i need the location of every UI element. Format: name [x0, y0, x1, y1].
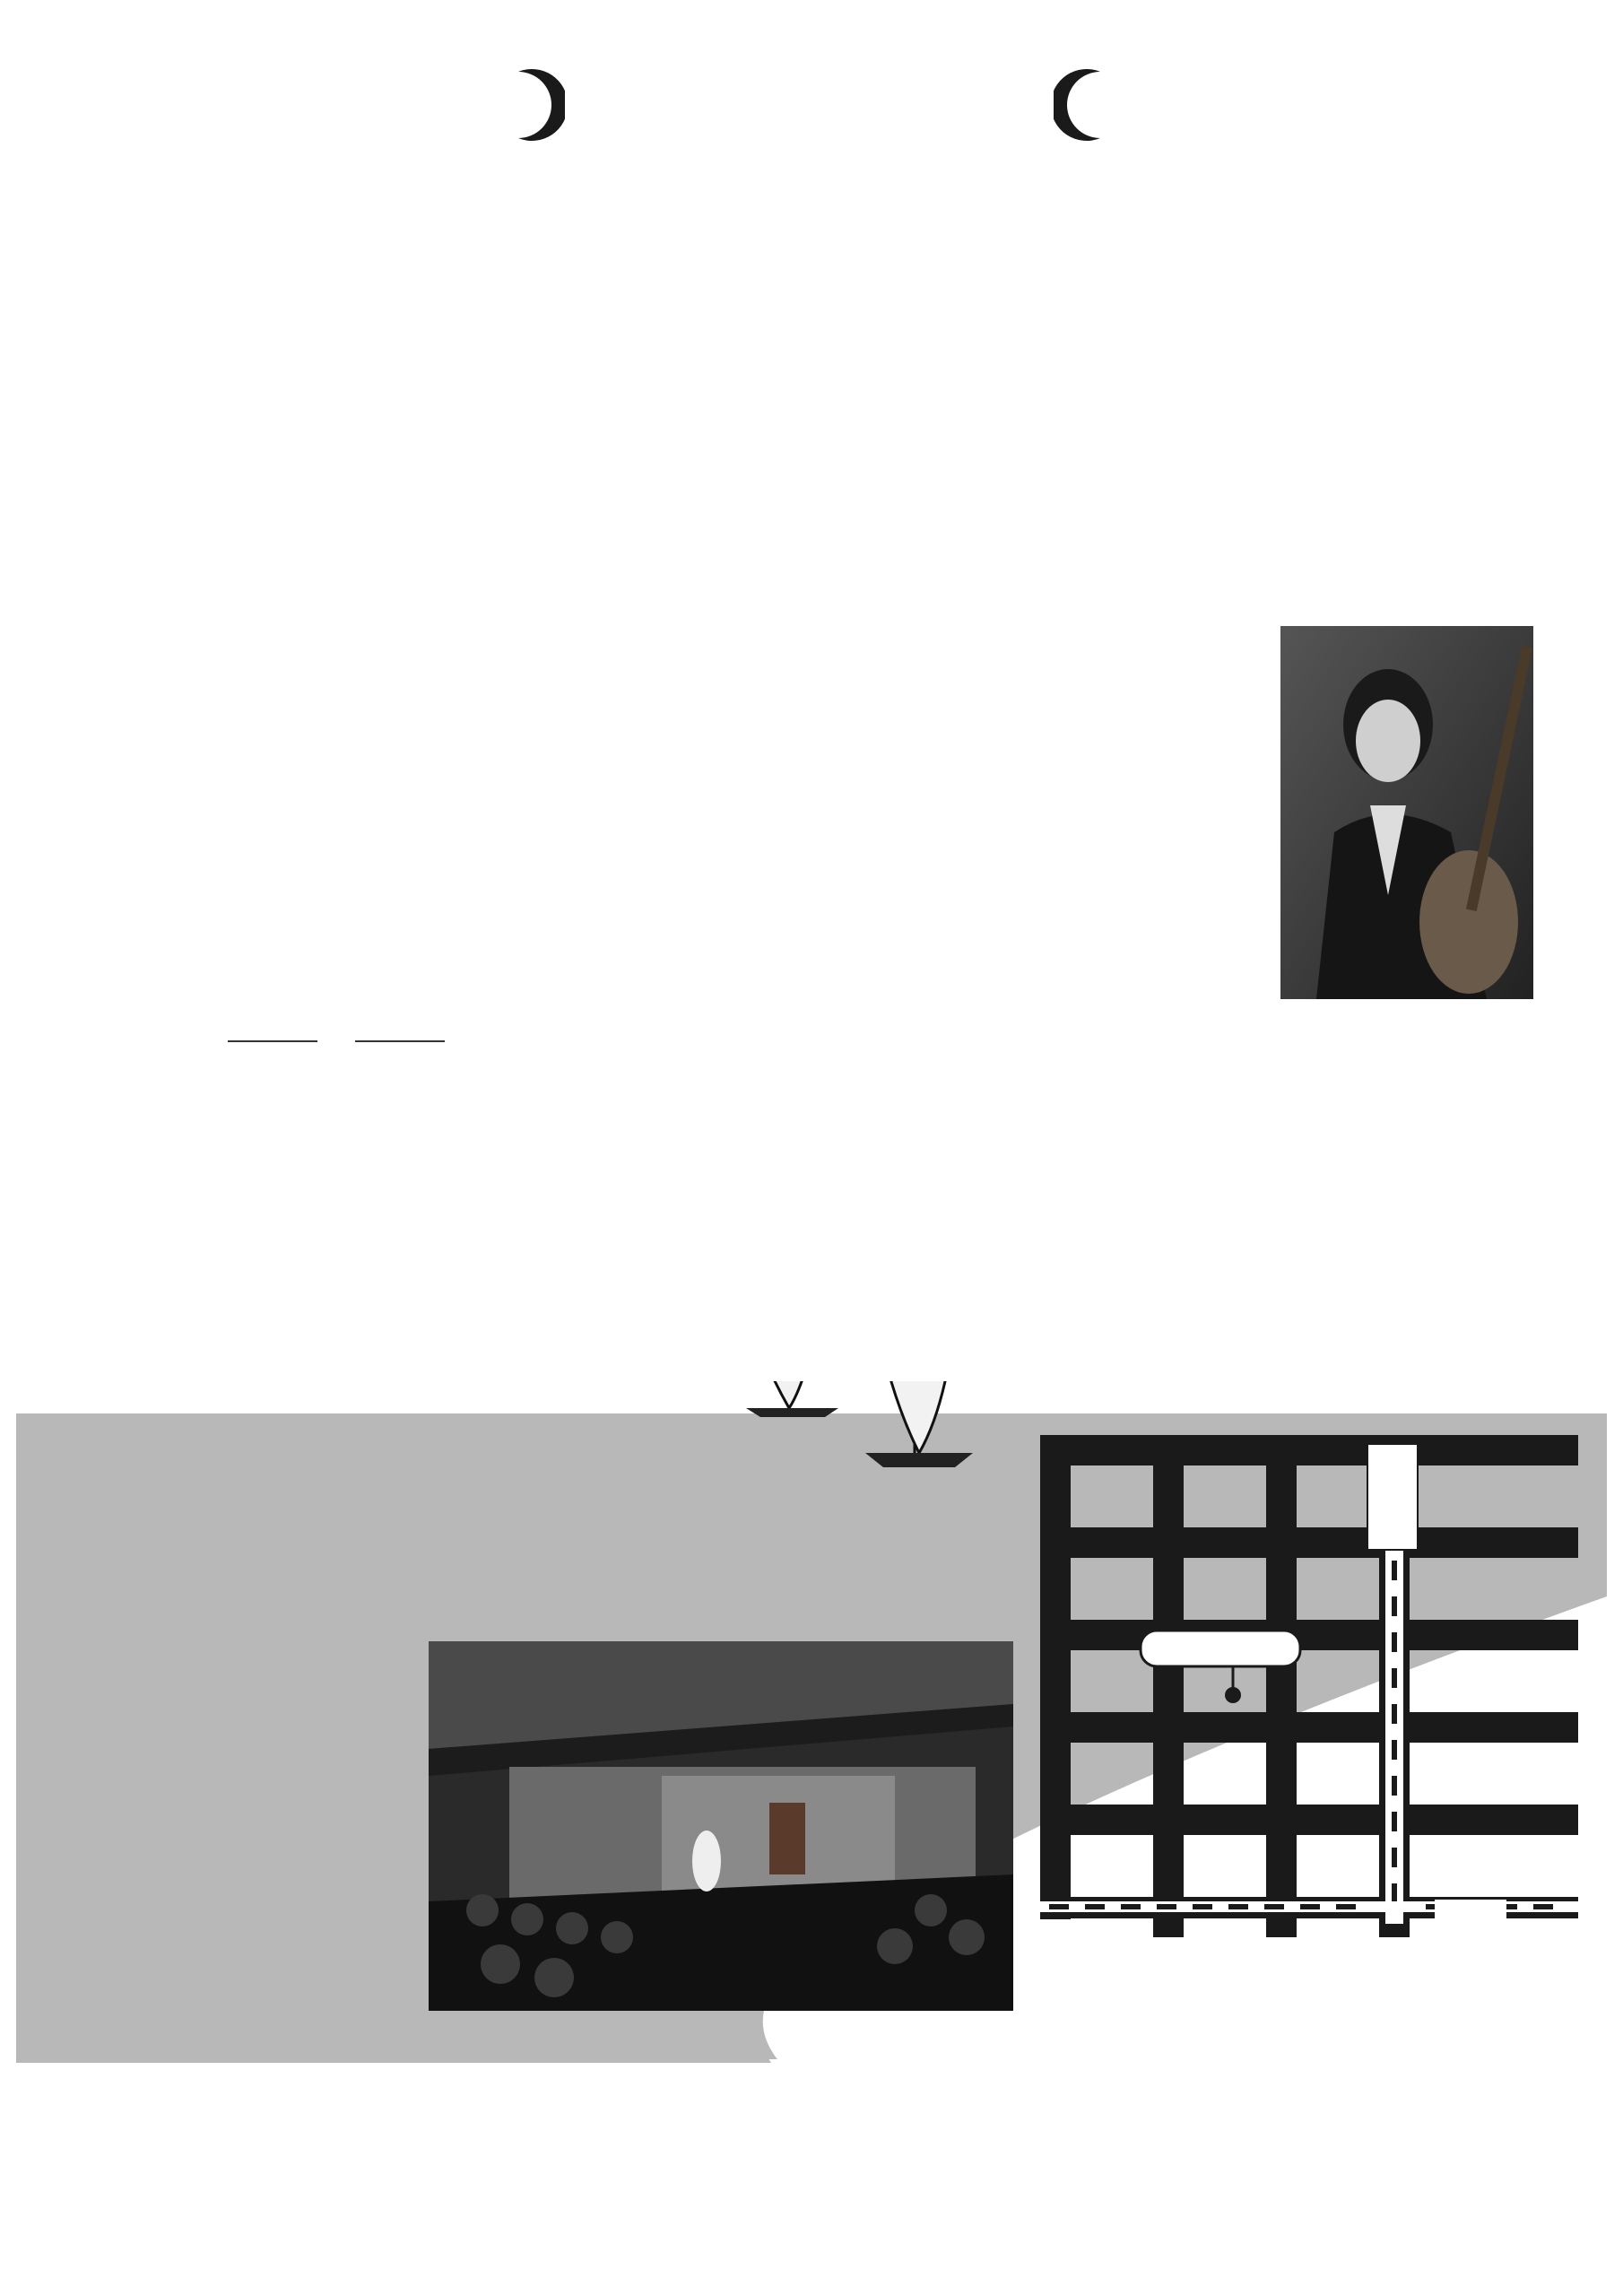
- performer-photo: [1280, 626, 1533, 999]
- break-divider: [175, 1024, 498, 1055]
- venue-title: [117, 1444, 127, 1482]
- location-pin-icon: [1225, 1687, 1241, 1703]
- profile: [919, 448, 1565, 456]
- stage-photo: [429, 1641, 1013, 2011]
- sailboat-icon: [746, 1381, 838, 1417]
- crescent-moon-left-icon: [502, 65, 565, 145]
- crescent-moon-right-icon: [1054, 65, 1116, 145]
- access-map: [1031, 1426, 1587, 1964]
